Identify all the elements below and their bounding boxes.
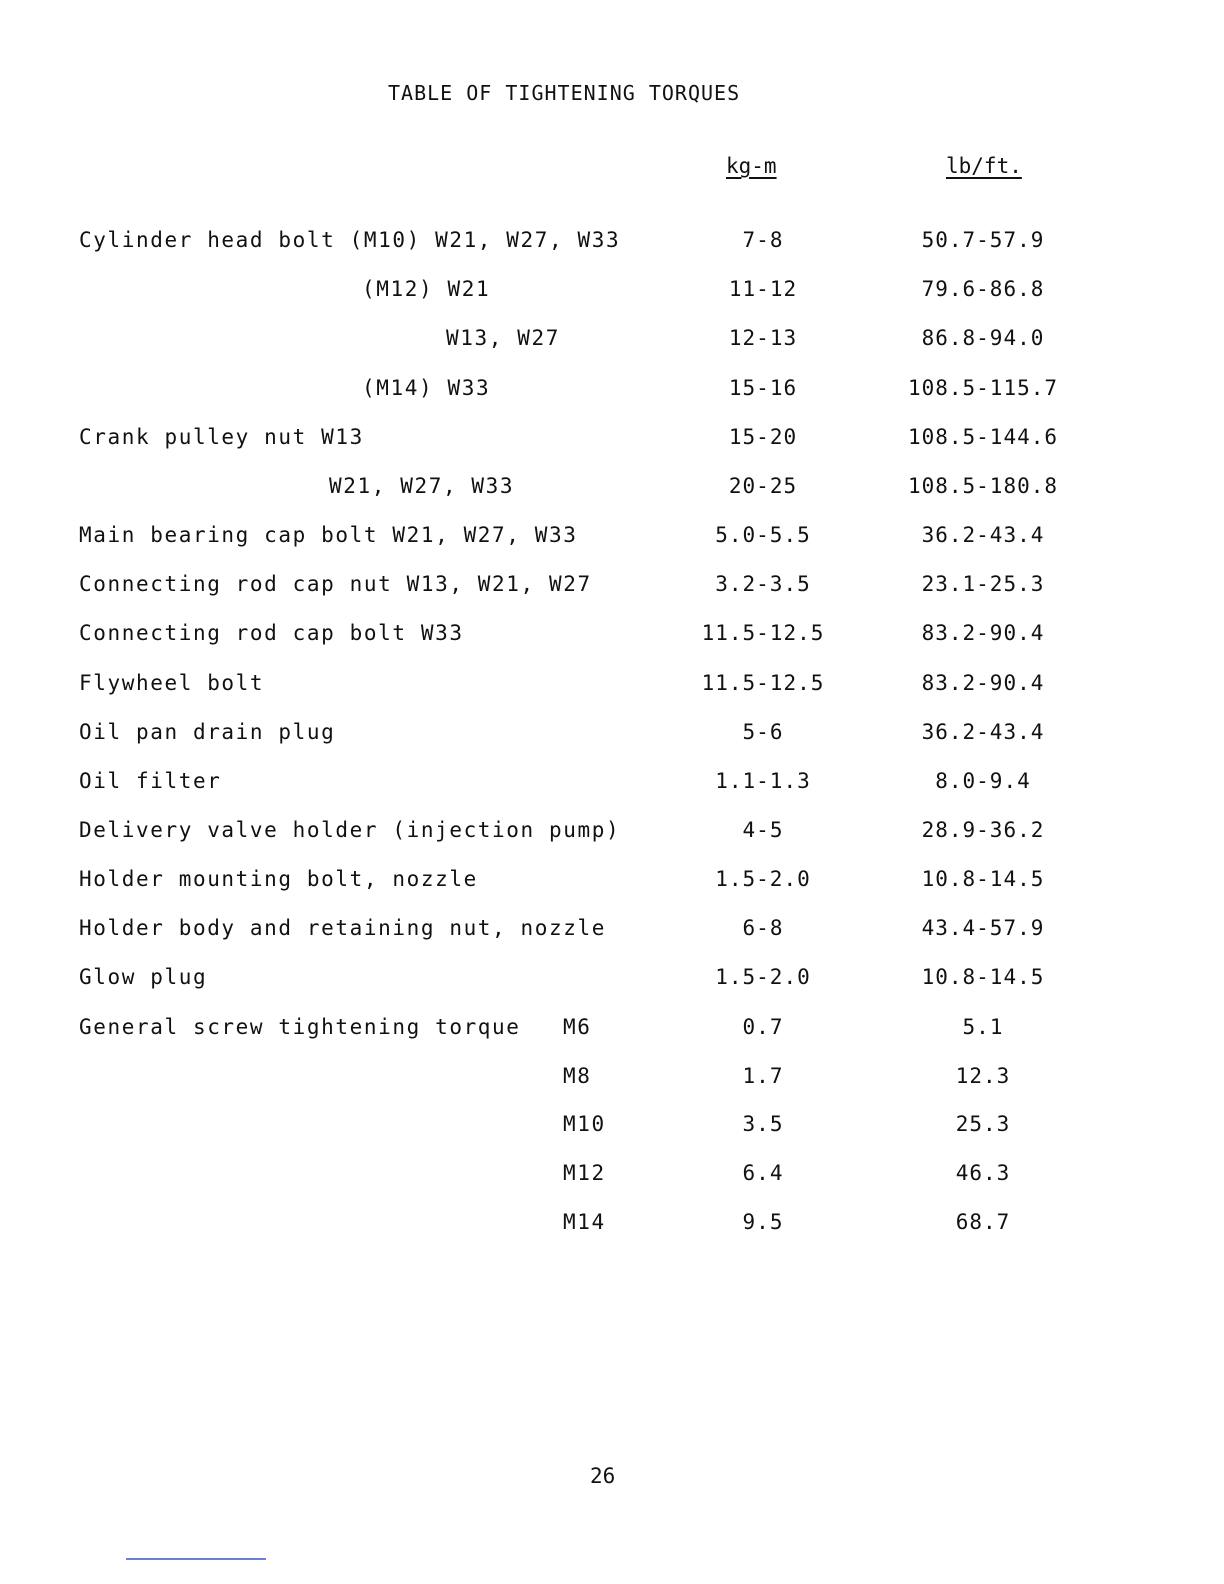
row-lb-value: 108.5-180.8: [907, 474, 1059, 498]
scan-mark: [126, 1558, 266, 1560]
row-label: Glow plug: [79, 965, 208, 989]
row-lb-value: 25.3: [955, 1112, 1011, 1136]
row-lb-value: 12.3: [955, 1064, 1011, 1088]
row-lb-value: 108.5-144.6: [907, 425, 1059, 449]
row-kg-value: 5.0-5.5: [715, 523, 811, 547]
row-label: Delivery valve holder (injection pump): [79, 818, 621, 842]
row-label: W21, W27, W33: [329, 474, 515, 498]
row-label: Oil filter: [79, 769, 222, 793]
row-kg-value: 5-6: [742, 720, 784, 744]
row-label: Cylinder head bolt (M10) W21, W27, W33: [79, 228, 621, 252]
row-lb-value: 68.7: [955, 1210, 1011, 1234]
row-lb-value: 10.8-14.5: [921, 867, 1045, 891]
row-lb-value: 36.2-43.4: [921, 720, 1045, 744]
row-lb-value: 36.2-43.4: [921, 523, 1045, 547]
row-lb-value: 8.0-9.4: [935, 769, 1031, 793]
row-kg-value: 20-25: [728, 474, 798, 498]
row-lb-value: 5.1: [962, 1015, 1004, 1039]
row-kg-value: 15-16: [728, 376, 798, 400]
row-label: Oil pan drain plug: [79, 720, 336, 744]
row-lb-value: 83.2-90.4: [921, 621, 1045, 645]
row-label: Crank pulley nut W13: [79, 425, 364, 449]
row-lb-value: 23.1-25.3: [921, 572, 1045, 596]
row-lb-value: 43.4-57.9: [921, 916, 1045, 940]
header-kg-m: kg-m: [726, 154, 777, 178]
row-kg-value: 3.5: [742, 1112, 784, 1136]
row-label: Flywheel bolt: [79, 671, 265, 695]
row-label: Holder mounting bolt, nozzle: [79, 867, 478, 891]
page-number: 26: [590, 1464, 616, 1488]
row-lb-value: 28.9-36.2: [921, 818, 1045, 842]
row-kg-value: 3.2-3.5: [715, 572, 811, 596]
row-lb-value: 50.7-57.9: [921, 228, 1045, 252]
row-kg-value: 11.5-12.5: [701, 671, 825, 695]
row-label: General screw tightening torque: [79, 1015, 521, 1039]
row-kg-value: 1.5-2.0: [715, 965, 811, 989]
row-lb-value: 10.8-14.5: [921, 965, 1045, 989]
row-label: Connecting rod cap bolt W33: [79, 621, 464, 645]
row-kg-value: 15-20: [728, 425, 798, 449]
row-kg-value: 12-13: [728, 326, 798, 350]
row-kg-value: 9.5: [742, 1210, 784, 1234]
row-label: Connecting rod cap nut W13, W21, W27: [79, 572, 592, 596]
row-kg-value: 0.7: [742, 1015, 784, 1039]
row-lb-value: 46.3: [955, 1161, 1011, 1185]
row-kg-value: 11.5-12.5: [701, 621, 825, 645]
screw-size-label: M6: [563, 1015, 592, 1039]
row-lb-value: 79.6-86.8: [921, 277, 1045, 301]
row-kg-value: 11-12: [728, 277, 798, 301]
screw-size-label: M12: [563, 1161, 606, 1185]
screw-size-label: M8: [563, 1064, 592, 1088]
row-kg-value: 6.4: [742, 1161, 784, 1185]
row-lb-value: 83.2-90.4: [921, 671, 1045, 695]
row-lb-value: 86.8-94.0: [921, 326, 1045, 350]
row-kg-value: 7-8: [742, 228, 784, 252]
header-lb-ft: lb/ft.: [946, 154, 1022, 178]
row-kg-value: 1.1-1.3: [715, 769, 811, 793]
row-kg-value: 6-8: [742, 916, 784, 940]
row-kg-value: 1.7: [742, 1064, 784, 1088]
row-lb-value: 108.5-115.7: [907, 376, 1059, 400]
page-title: TABLE OF TIGHTENING TORQUES: [388, 81, 741, 105]
row-label: (M12) W21: [362, 277, 491, 301]
row-label: (M14) W33: [362, 376, 491, 400]
row-kg-value: 4-5: [742, 818, 784, 842]
screw-size-label: M10: [563, 1112, 606, 1136]
row-label: W13, W27: [446, 326, 560, 350]
row-kg-value: 1.5-2.0: [715, 867, 811, 891]
row-label: Holder body and retaining nut, nozzle: [79, 916, 606, 940]
screw-size-label: M14: [563, 1210, 606, 1234]
row-label: Main bearing cap bolt W21, W27, W33: [79, 523, 578, 547]
